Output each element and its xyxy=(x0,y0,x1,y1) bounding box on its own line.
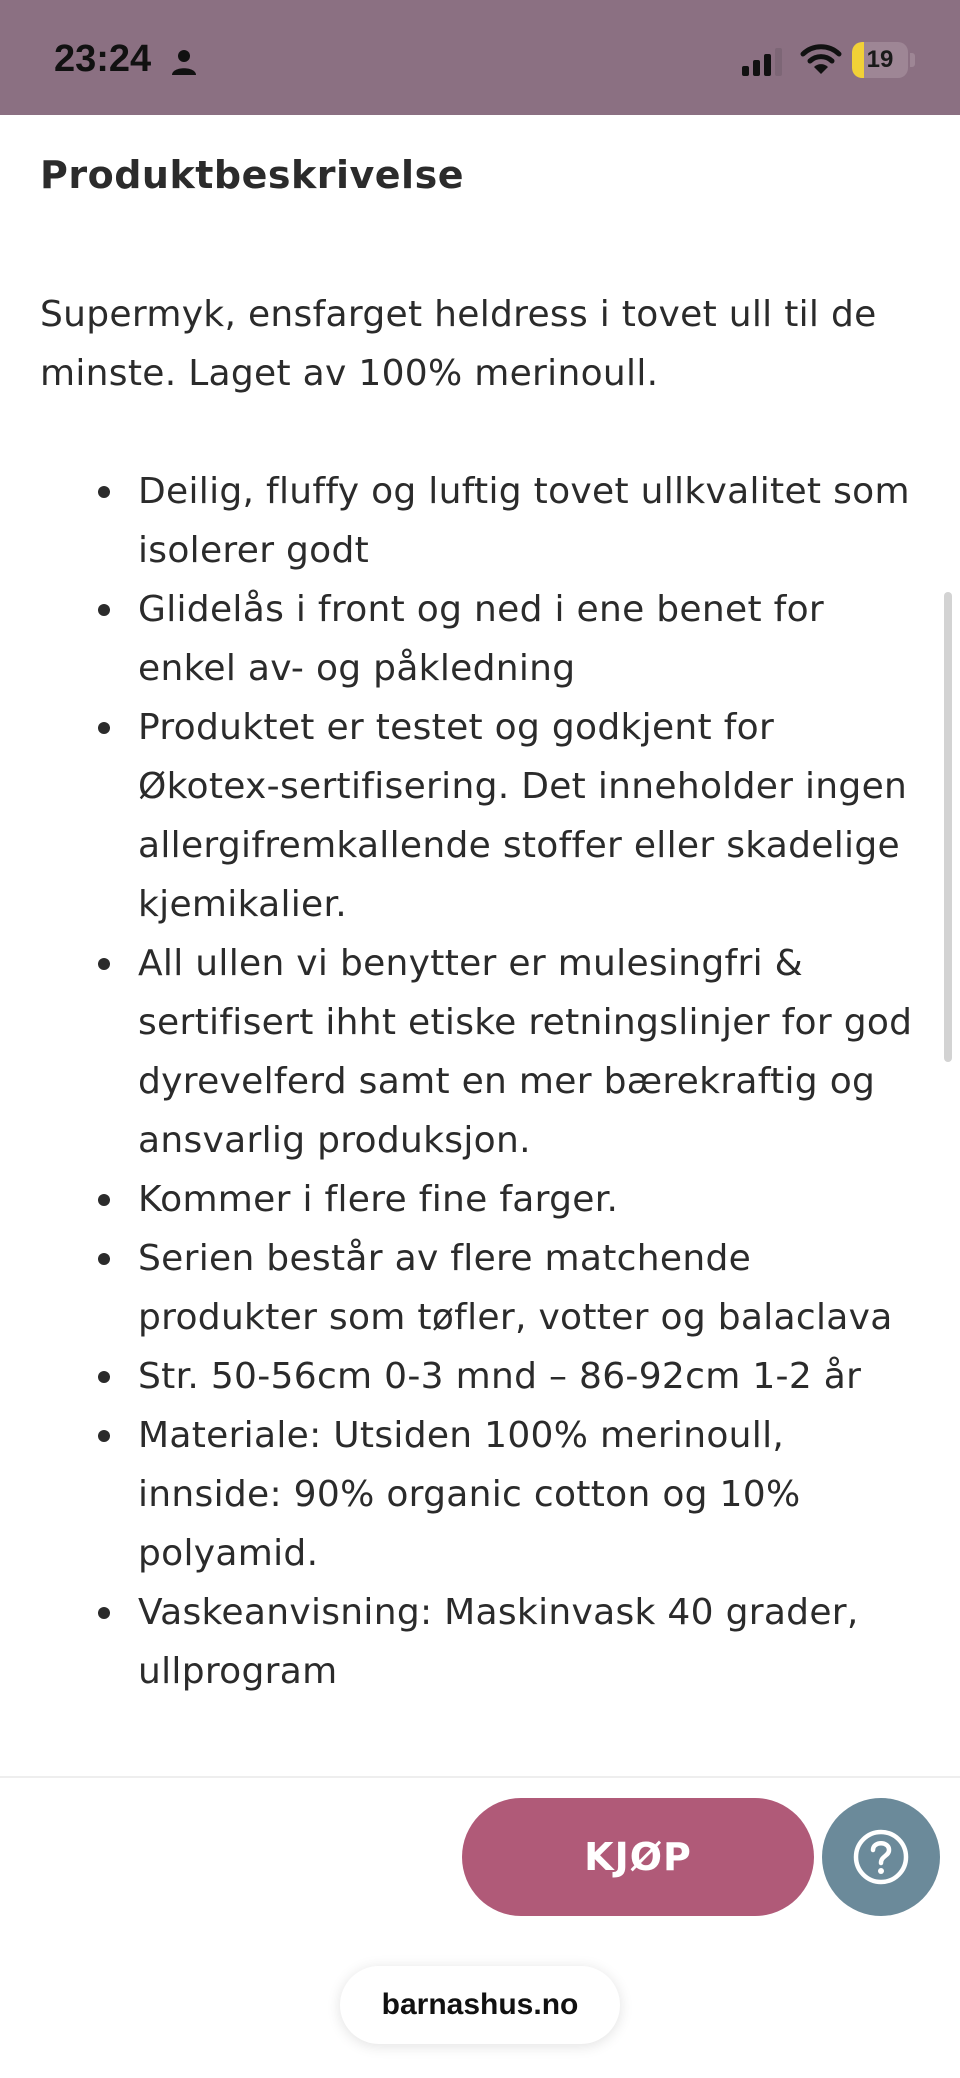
battery-icon xyxy=(852,42,908,78)
battery-level: 19 xyxy=(866,46,894,73)
list-item xyxy=(40,1170,920,1229)
list-item xyxy=(40,580,920,698)
bullet-dot xyxy=(98,1607,110,1619)
buy-button[interactable] xyxy=(462,1798,814,1916)
status-bar xyxy=(0,0,960,115)
wifi-icon xyxy=(800,42,842,76)
list-item-text: Vaskeanvisning: Maskinvask 40 grader, ullprogram xyxy=(138,1592,859,1692)
scrollbar[interactable] xyxy=(944,592,952,1062)
status-time: 23:24 xyxy=(54,38,152,80)
section-heading: Produktbeskrivelse xyxy=(40,153,464,197)
url-text: barnashus.no xyxy=(381,1988,579,2021)
person-icon xyxy=(170,48,198,76)
feature-list xyxy=(40,462,920,1701)
bullet-dot xyxy=(98,1194,110,1206)
list-item xyxy=(40,462,920,580)
bullet-dot xyxy=(98,958,110,970)
list-item xyxy=(40,1347,920,1406)
battery-cap xyxy=(910,53,915,67)
list-item xyxy=(40,1583,920,1701)
list-item-text: Materiale: Utsiden 100% merinoull, innside: 90% organic cotton og 10% polyamid. xyxy=(138,1415,801,1574)
list-item xyxy=(40,1406,920,1583)
list-item-text: Str. 50-56cm 0-3 mnd – 86-92cm 1-2 år xyxy=(138,1356,862,1397)
cellular-signal-icon xyxy=(742,46,786,76)
list-item xyxy=(40,1229,920,1347)
help-button[interactable] xyxy=(822,1798,940,1916)
list-item-text: Serien består av flere matchende produkter som tøfler, votter og balaclava xyxy=(138,1238,893,1338)
question-circle-icon xyxy=(851,1827,911,1887)
bullet-dot xyxy=(98,1253,110,1265)
list-item-text: Glidelås i front og ned i ene benet for enkel av- og påkledning xyxy=(138,589,824,689)
bullet-dot xyxy=(98,486,110,498)
bullet-dot xyxy=(98,1371,110,1383)
divider xyxy=(0,1776,960,1778)
bullet-dot xyxy=(98,604,110,616)
list-item xyxy=(40,698,920,934)
list-item-text: Deilig, fluffy og luftig tovet ullkvalitet som isolerer godt xyxy=(138,471,910,571)
buy-button-label: KJØP xyxy=(584,1835,692,1879)
list-item xyxy=(40,934,920,1170)
list-item-text: Kommer i flere fine farger. xyxy=(138,1179,619,1220)
address-bar[interactable] xyxy=(340,1966,620,2044)
list-item-text: Produktet er testet og godkjent for Økotex-sertifisering. Det inneholder ingen allergifremkallende stoffer eller skadelige kjemikalier. xyxy=(138,707,908,925)
bullet-dot xyxy=(98,722,110,734)
bullet-dot xyxy=(98,1430,110,1442)
list-item-text: All ullen vi benytter er mulesingfri & sertifisert ihht etiske retningslinjer for god dyrevelferd samt en mer bærekraftig og ansvarlig produksjon. xyxy=(138,943,913,1161)
intro-text: Supermyk, ensfarget heldress i tovet ull til de minste. Laget av 100% merinoull. xyxy=(40,294,877,394)
